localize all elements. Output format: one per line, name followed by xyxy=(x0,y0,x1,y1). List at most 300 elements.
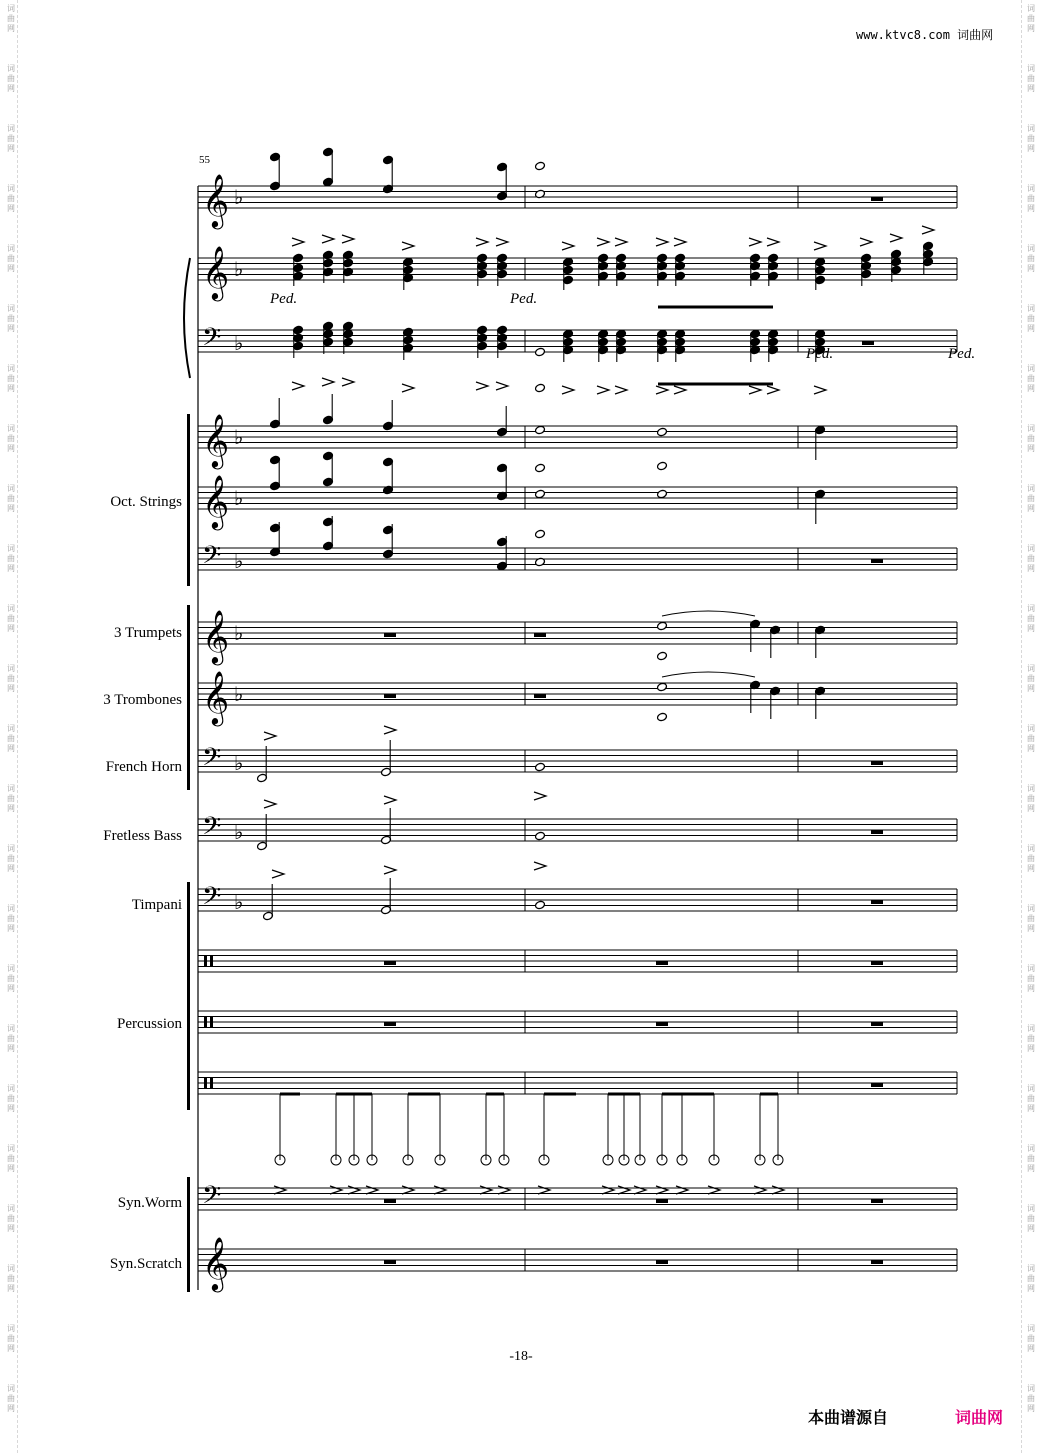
notehead xyxy=(657,489,668,499)
note xyxy=(497,166,508,201)
percussion-clef xyxy=(204,955,207,967)
accent-mark xyxy=(322,235,334,243)
side-watermark-char: 曲 xyxy=(7,1154,15,1163)
accent-mark xyxy=(402,384,414,392)
accent-mark xyxy=(534,792,546,800)
side-watermark-char: 网 xyxy=(7,1164,15,1173)
side-watermark-char: 词 xyxy=(1027,724,1035,733)
accent-mark xyxy=(656,238,668,246)
staff xyxy=(198,1011,957,1033)
pedal-mark: Ped. xyxy=(270,291,298,307)
note xyxy=(497,406,508,437)
side-watermark-char: 曲 xyxy=(1027,1274,1035,1283)
percussion-clef xyxy=(204,1077,207,1089)
accent-mark xyxy=(264,732,276,740)
side-watermark-char: 词 xyxy=(1027,1024,1035,1033)
side-watermark-char: 曲 xyxy=(1027,974,1035,983)
accent-mark xyxy=(814,242,826,250)
side-watermark-char: 曲 xyxy=(1027,554,1035,563)
side-watermark-char: 网 xyxy=(7,444,15,453)
whole-rest xyxy=(871,961,883,965)
staff xyxy=(198,475,957,530)
side-watermark-char: 词 xyxy=(7,484,15,493)
side-watermark-char: 网 xyxy=(7,1344,15,1353)
key-signature-flat: ♭ xyxy=(234,333,244,355)
accent-mark xyxy=(498,1186,510,1194)
tie xyxy=(662,611,755,616)
accent-mark xyxy=(634,1186,646,1194)
side-watermark-char: 曲 xyxy=(1027,914,1035,923)
accent-mark xyxy=(597,238,609,246)
accent-mark xyxy=(292,238,304,246)
accent-mark xyxy=(618,1186,630,1194)
side-watermark-char: 网 xyxy=(1027,324,1035,333)
pedal-mark: Ped. xyxy=(806,346,834,362)
side-watermark-char: 曲 xyxy=(7,254,15,263)
perc-bracket xyxy=(187,882,190,1110)
accent-mark xyxy=(674,238,686,246)
note xyxy=(657,621,668,631)
accent-mark xyxy=(562,386,574,394)
note xyxy=(657,427,668,437)
side-watermark-char: 曲 xyxy=(7,734,15,743)
side-watermark-char: 网 xyxy=(7,144,15,153)
note xyxy=(381,808,392,845)
side-watermark-char: 曲 xyxy=(1027,254,1035,263)
whole-rest xyxy=(384,1022,396,1026)
whole-rest xyxy=(534,633,546,637)
side-watermark-char: 曲 xyxy=(7,854,15,863)
side-watermark-char: 词 xyxy=(1027,1264,1035,1273)
side-watermark-char: 词 xyxy=(1027,904,1035,913)
accent-mark xyxy=(384,796,396,804)
side-watermark-char: 网 xyxy=(7,264,15,273)
side-watermark-char: 网 xyxy=(1027,864,1035,873)
accent-mark xyxy=(342,378,354,386)
header-site-text: www.ktvc8.com 词曲网 xyxy=(856,28,994,42)
notehead xyxy=(657,682,668,692)
staff xyxy=(198,1072,957,1094)
whole-rest xyxy=(384,1199,396,1203)
accent-mark xyxy=(615,238,627,246)
side-watermark-char: 词 xyxy=(7,304,15,313)
accent-mark xyxy=(922,226,934,234)
accent-mark xyxy=(292,382,304,390)
side-watermark-char: 词 xyxy=(1027,424,1035,433)
key-signature-flat: ♭ xyxy=(234,187,244,209)
whole-rest xyxy=(384,961,396,965)
side-watermark-char: 词 xyxy=(7,244,15,253)
accent-mark xyxy=(754,1186,766,1194)
side-watermark-char: 网 xyxy=(1027,624,1035,633)
side-watermark-char: 网 xyxy=(1027,144,1035,153)
notehead xyxy=(535,383,546,393)
note xyxy=(657,682,668,692)
side-watermark-char: 词 xyxy=(7,64,15,73)
note xyxy=(535,831,546,841)
side-watermark-char: 词 xyxy=(1027,4,1035,13)
side-watermark-char: 词 xyxy=(7,1264,15,1273)
accent-mark xyxy=(342,235,354,243)
side-watermark-char: 曲 xyxy=(1027,434,1035,443)
accent-mark xyxy=(860,238,872,246)
note xyxy=(815,686,826,719)
piano-brace xyxy=(184,258,190,378)
bar-number: 55 xyxy=(199,154,210,166)
note xyxy=(497,468,508,501)
whole-rest xyxy=(534,694,546,698)
staff xyxy=(198,883,957,916)
percussion-clef xyxy=(210,955,213,967)
accent-mark xyxy=(772,1186,784,1194)
notehead xyxy=(535,425,546,435)
side-watermark-char: 网 xyxy=(7,1284,15,1293)
notehead xyxy=(657,621,668,631)
side-watermark-char: 词 xyxy=(1027,124,1035,133)
side-watermark-char: 词 xyxy=(1027,1084,1035,1093)
side-watermark-char: 网 xyxy=(7,624,15,633)
whole-rest xyxy=(656,1260,668,1264)
staff xyxy=(198,414,957,469)
side-watermark-char: 曲 xyxy=(1027,1154,1035,1163)
side-watermark-char: 网 xyxy=(7,864,15,873)
whole-rest xyxy=(871,1199,883,1203)
note xyxy=(657,461,668,471)
side-watermark-char: 词 xyxy=(7,184,15,193)
side-watermark-char: 曲 xyxy=(7,374,15,383)
side-watermark-char: 词 xyxy=(7,424,15,433)
brass-bracket xyxy=(187,605,190,790)
accent-mark xyxy=(615,386,627,394)
side-watermark-char: 曲 xyxy=(7,14,15,23)
side-watermark-char: 曲 xyxy=(1027,14,1035,23)
note xyxy=(535,383,546,393)
side-watermark-char: 词 xyxy=(7,1024,15,1033)
accent-mark xyxy=(767,238,779,246)
side-watermark-char: 网 xyxy=(7,924,15,933)
whole-rest xyxy=(871,830,883,834)
whole-rest xyxy=(871,1022,883,1026)
side-watermark-char: 词 xyxy=(1027,844,1035,853)
notehead xyxy=(657,651,668,661)
side-watermark-char: 曲 xyxy=(1027,734,1035,743)
instrument-label-trombones: 3 Trombones xyxy=(103,692,182,708)
accent-mark xyxy=(538,1186,550,1194)
whole-rest xyxy=(656,1199,668,1203)
accent-mark xyxy=(496,238,508,246)
side-watermark-char: 词 xyxy=(1027,664,1035,673)
accent-mark xyxy=(476,238,488,246)
note xyxy=(815,489,826,524)
side-watermark-char: 曲 xyxy=(1027,1214,1035,1223)
side-watermark-char: 曲 xyxy=(1027,794,1035,803)
bass-clef: 𝄢 xyxy=(202,542,222,575)
accent-mark xyxy=(434,1186,446,1194)
staff xyxy=(198,610,957,665)
side-watermark-char: 曲 xyxy=(1027,134,1035,143)
side-watermark-char: 曲 xyxy=(1027,1094,1035,1103)
key-signature-flat: ♭ xyxy=(234,427,244,449)
bass-clef: 𝄢 xyxy=(202,324,222,357)
side-watermark-char: 曲 xyxy=(7,1334,15,1343)
staff xyxy=(198,744,957,777)
tie xyxy=(662,672,755,677)
side-watermark-char: 曲 xyxy=(7,74,15,83)
note xyxy=(770,686,781,719)
treble-clef: 𝄞 xyxy=(202,1238,230,1289)
notehead xyxy=(535,529,546,539)
side-watermark-char: 网 xyxy=(1027,564,1035,573)
side-watermark-char: 词 xyxy=(1027,1204,1035,1213)
footer-source-text: 本曲谱源自 xyxy=(808,1408,889,1427)
side-watermark-char: 网 xyxy=(7,684,15,693)
side-watermark-char: 网 xyxy=(1027,1164,1035,1173)
accent-mark xyxy=(496,382,508,390)
note xyxy=(815,625,826,658)
side-watermark-char: 曲 xyxy=(1027,194,1035,203)
notehead xyxy=(535,900,546,910)
side-watermark-char: 曲 xyxy=(7,1274,15,1283)
whole-rest xyxy=(656,961,668,965)
side-watermark-char: 曲 xyxy=(1027,854,1035,863)
treble-clef: 𝄞 xyxy=(202,476,230,527)
accent-mark xyxy=(890,234,902,242)
pedal-mark: Ped. xyxy=(510,291,538,307)
accent-mark xyxy=(330,1186,342,1194)
side-watermark-char: 词 xyxy=(7,4,15,13)
note xyxy=(535,529,546,539)
side-watermark-char: 词 xyxy=(7,784,15,793)
side-watermark-char: 词 xyxy=(1027,604,1035,613)
accent-mark xyxy=(814,386,826,394)
accent-mark xyxy=(674,386,686,394)
side-watermark-char: 网 xyxy=(1027,1104,1035,1113)
notehead xyxy=(535,347,546,357)
side-watermark-char: 网 xyxy=(1027,684,1035,693)
whole-rest xyxy=(871,197,883,201)
side-watermark-char: 网 xyxy=(1027,804,1035,813)
side-watermark-char: 网 xyxy=(1027,264,1035,273)
footer-brand: 词曲网 xyxy=(955,1408,1004,1427)
accent-mark xyxy=(602,1186,614,1194)
side-watermark-char: 网 xyxy=(7,1404,15,1413)
note xyxy=(535,425,546,435)
accent-mark xyxy=(708,1186,720,1194)
side-watermark-char: 曲 xyxy=(7,554,15,563)
staff xyxy=(198,174,957,229)
accent-mark xyxy=(476,382,488,390)
side-watermark-char: 网 xyxy=(1027,384,1035,393)
instrument-label-french-horn: French Horn xyxy=(105,759,182,775)
whole-rest xyxy=(871,1260,883,1264)
side-watermark-char: 网 xyxy=(1027,984,1035,993)
staff xyxy=(198,1237,957,1292)
accent-mark xyxy=(656,386,668,394)
treble-clef: 𝄞 xyxy=(202,175,230,226)
side-watermark-char: 网 xyxy=(1027,84,1035,93)
note xyxy=(535,762,546,772)
note xyxy=(257,746,268,783)
instrument-label-oct-strings: Oct. Strings xyxy=(110,494,182,510)
side-watermark-char: 网 xyxy=(7,984,15,993)
staff xyxy=(198,1182,957,1215)
note xyxy=(750,619,761,652)
note xyxy=(750,680,761,713)
whole-rest xyxy=(384,1260,396,1264)
side-watermark-char: 曲 xyxy=(7,974,15,983)
staff xyxy=(198,671,957,726)
side-watermark-char: 曲 xyxy=(1027,674,1035,683)
page-number: -18- xyxy=(509,1349,533,1364)
accent-mark xyxy=(534,862,546,870)
side-watermark-char: 网 xyxy=(1027,1344,1035,1353)
notehead xyxy=(535,489,546,499)
side-watermark-char: 网 xyxy=(7,564,15,573)
side-watermark-char: 词 xyxy=(1027,184,1035,193)
note xyxy=(383,462,394,495)
side-watermark-char: 网 xyxy=(1027,1404,1035,1413)
side-watermark-char: 网 xyxy=(1027,744,1035,753)
accent-mark xyxy=(480,1186,492,1194)
side-watermark-char: 曲 xyxy=(1027,314,1035,323)
note xyxy=(257,814,268,851)
treble-clef: 𝄞 xyxy=(202,415,230,466)
note xyxy=(535,161,546,171)
side-watermark-char: 曲 xyxy=(7,1094,15,1103)
side-watermark-char: 网 xyxy=(1027,24,1035,33)
note xyxy=(323,394,334,425)
side-watermark-char: 网 xyxy=(7,744,15,753)
treble-clef: 𝄞 xyxy=(202,247,230,298)
side-watermark-char: 网 xyxy=(7,1044,15,1053)
instrument-label-fretless-bass: Fretless Bass xyxy=(103,828,182,844)
side-watermark-char: 词 xyxy=(7,1144,15,1153)
accent-mark xyxy=(384,866,396,874)
side-watermark-char: 曲 xyxy=(1027,74,1035,83)
notehead xyxy=(657,461,668,471)
side-watermark-char: 曲 xyxy=(7,194,15,203)
bass-clef: 𝄢 xyxy=(202,1182,222,1215)
side-watermark-char: 网 xyxy=(7,804,15,813)
whole-rest xyxy=(862,341,874,345)
side-watermark-char: 网 xyxy=(7,24,15,33)
notehead xyxy=(657,427,668,437)
staff xyxy=(198,813,957,846)
side-watermark-char: 词 xyxy=(1027,244,1035,253)
accent-mark xyxy=(749,238,761,246)
notehead xyxy=(535,161,546,171)
note xyxy=(535,347,546,357)
side-watermark-char: 曲 xyxy=(7,1034,15,1043)
side-watermark-char: 曲 xyxy=(1027,374,1035,383)
percussion-clef xyxy=(204,1016,207,1028)
key-signature-flat: ♭ xyxy=(234,488,244,510)
side-watermark-char: 曲 xyxy=(1027,494,1035,503)
side-watermark-char: 词 xyxy=(7,664,15,673)
side-watermark-char: 词 xyxy=(1027,484,1035,493)
synth-bracket xyxy=(187,1177,190,1292)
note xyxy=(323,152,334,187)
strings-bracket xyxy=(187,414,190,586)
accent-mark xyxy=(597,386,609,394)
side-watermark-char: 曲 xyxy=(7,674,15,683)
side-watermark-char: 词 xyxy=(1027,784,1035,793)
side-watermark-char: 网 xyxy=(1027,1044,1035,1053)
side-watermark-char: 网 xyxy=(1027,1224,1035,1233)
instrument-label-syn-worm: Syn.Worm xyxy=(117,1195,182,1211)
side-watermark-char: 曲 xyxy=(1027,1394,1035,1403)
side-watermark-char: 词 xyxy=(7,124,15,133)
accent-mark xyxy=(656,1186,668,1194)
side-watermark-char: 词 xyxy=(7,1204,15,1213)
side-watermark-char: 网 xyxy=(7,1224,15,1233)
side-watermark-char: 词 xyxy=(1027,1324,1035,1333)
side-watermark-char: 词 xyxy=(1027,1144,1035,1153)
accent-mark xyxy=(322,378,334,386)
whole-rest xyxy=(871,900,883,904)
side-watermark-char: 词 xyxy=(1027,544,1035,553)
percussion-clef xyxy=(210,1077,213,1089)
percussion-clef xyxy=(210,1016,213,1028)
side-watermark-char: 词 xyxy=(7,1084,15,1093)
accent-mark xyxy=(272,870,284,878)
note xyxy=(383,159,394,194)
note xyxy=(535,900,546,910)
side-watermark-char: 词 xyxy=(7,1384,15,1393)
side-watermark-char: 网 xyxy=(7,384,15,393)
side-watermark-char: 词 xyxy=(7,844,15,853)
side-watermark-char: 网 xyxy=(7,84,15,93)
notehead xyxy=(535,831,546,841)
whole-rest xyxy=(871,761,883,765)
side-watermark-char: 曲 xyxy=(7,794,15,803)
note xyxy=(270,156,281,191)
instrument-label-syn-scratch: Syn.Scratch xyxy=(109,1256,182,1272)
note xyxy=(263,884,274,921)
side-watermark-char: 曲 xyxy=(1027,1034,1035,1043)
notehead xyxy=(535,762,546,772)
note xyxy=(270,398,281,429)
treble-clef: 𝄞 xyxy=(202,611,230,662)
treble-clef: 𝄞 xyxy=(202,672,230,723)
whole-rest xyxy=(384,694,396,698)
accent-mark xyxy=(402,242,414,250)
note xyxy=(770,625,781,658)
key-signature-flat: ♭ xyxy=(234,551,244,573)
side-watermark-char: 网 xyxy=(7,1104,15,1113)
note xyxy=(535,463,546,473)
side-watermark-char: 曲 xyxy=(7,1394,15,1403)
side-watermark-char: 曲 xyxy=(7,494,15,503)
accent-mark xyxy=(264,800,276,808)
accent-mark xyxy=(348,1186,360,1194)
side-watermark-char: 网 xyxy=(1027,444,1035,453)
staff xyxy=(198,246,957,301)
side-watermark-char: 网 xyxy=(7,204,15,213)
instrument-label-trumpets: 3 Trumpets xyxy=(114,625,182,641)
note xyxy=(657,489,668,499)
side-watermark-char: 词 xyxy=(7,724,15,733)
note xyxy=(381,740,392,777)
whole-rest xyxy=(871,559,883,563)
side-watermark-char: 曲 xyxy=(7,1214,15,1223)
accent-mark xyxy=(767,386,779,394)
side-watermark-char: 网 xyxy=(1027,204,1035,213)
key-signature-flat: ♭ xyxy=(234,623,244,645)
side-watermark-char: 词 xyxy=(1027,1384,1035,1393)
side-watermark-char: 词 xyxy=(1027,64,1035,73)
staff xyxy=(198,324,957,357)
